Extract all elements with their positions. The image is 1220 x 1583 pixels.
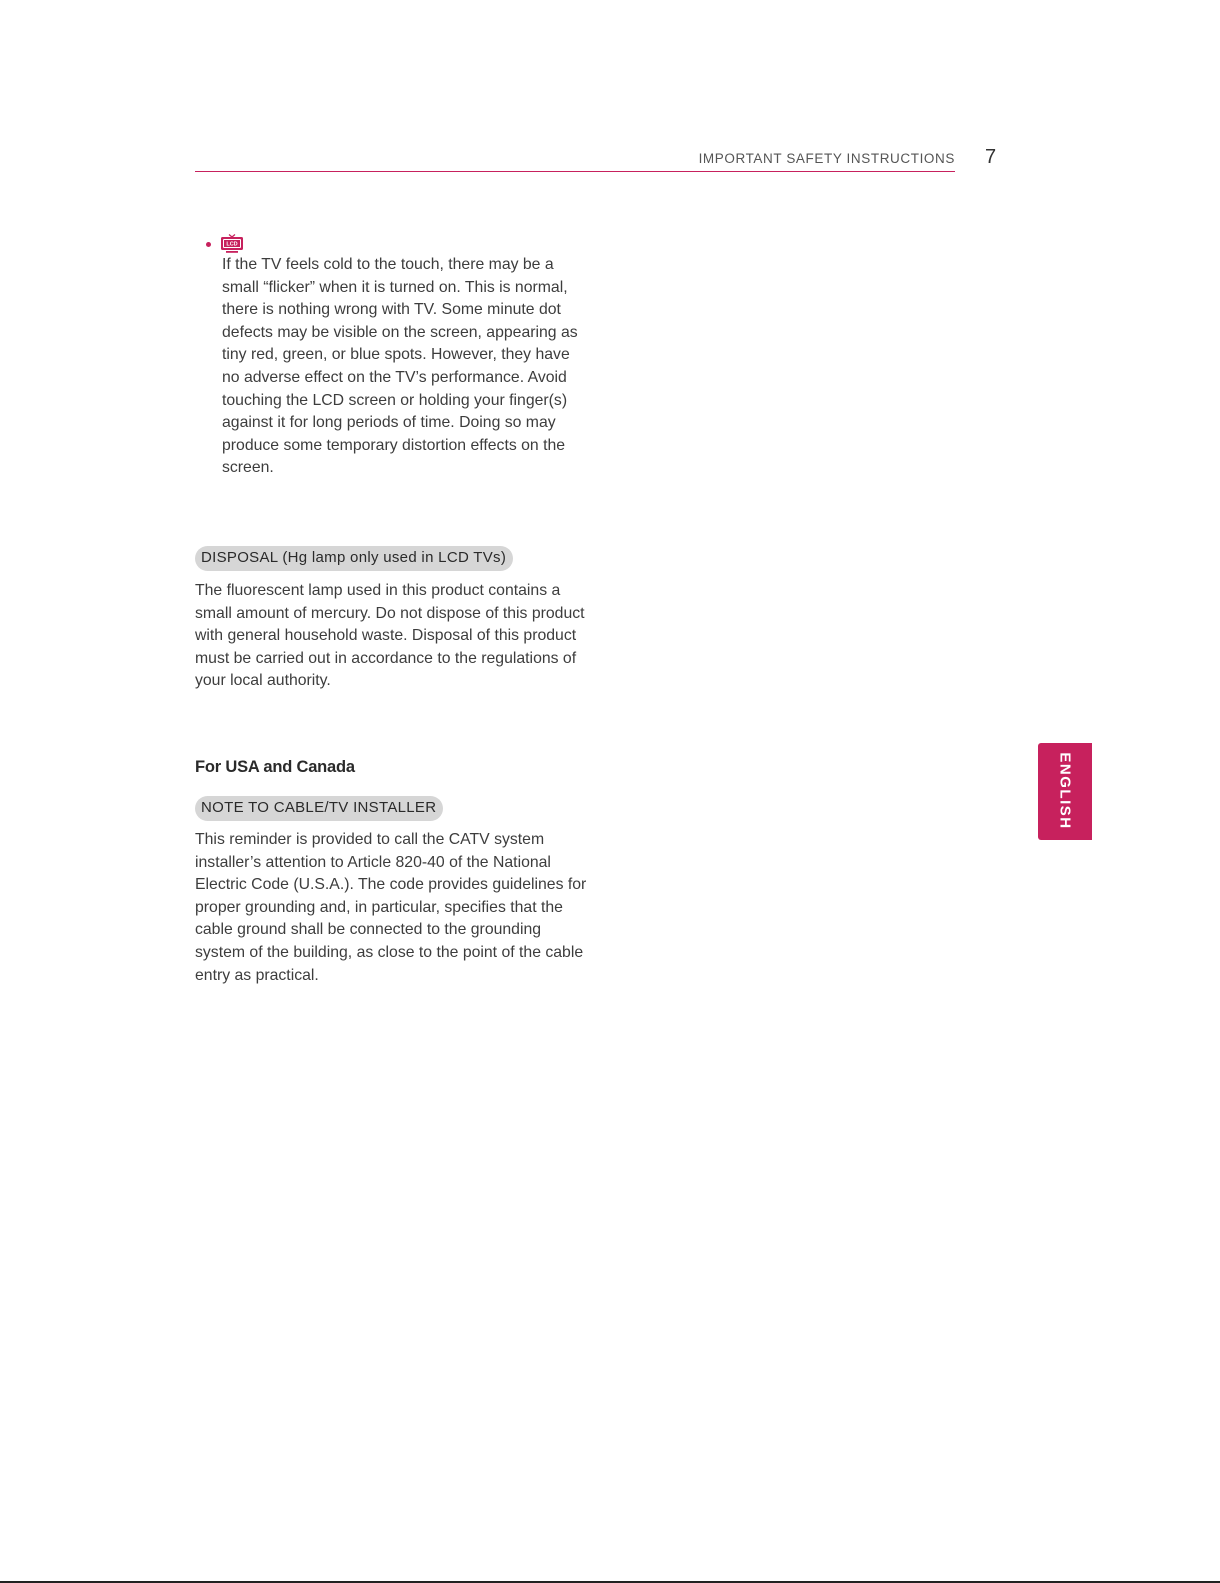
language-tab[interactable] <box>1038 743 1092 840</box>
cable-installer-text: This reminder is provided to call the CATV system installer’s attention to Article 820-40 of the National Electric Code (U.S.A.). The code provides guidelines for proper grounding and, in particular, specifies that the cable ground shall be connected to the grounding system of the building, as close to the point of the cable entry as practical. <box>195 831 587 984</box>
cable-installer-heading: NOTE TO CABLE/TV INSTALLER <box>195 796 443 821</box>
lcd-tv-icon <box>220 234 244 254</box>
usa-canada-heading: For USA and Canada <box>195 758 355 776</box>
bullet-icon <box>206 242 211 247</box>
disposal-heading: DISPOSAL (Hg lamp only used in LCD TVs) <box>195 546 513 571</box>
page-header <box>195 143 955 172</box>
language-tab-label: ENGLISH <box>1056 752 1074 830</box>
section-title: IMPORTANT SAFETY INSTRUCTIONS <box>698 151 955 166</box>
lcd-icon-label: LCD <box>226 241 238 248</box>
lcd-note-text: If the TV feels cold to the touch, there may be a small “flicker” when it is turned on. This is normal, there is nothing wrong with TV. Some minute dot defects may be visible on the screen, appearing as tiny red, green, or blue spots. However, they have no adverse effect on the TV’s performance. Avoid touching the LCD screen or holding your finger(s) against it for long periods of time. Doing so may produce some temporary distortion effects on the screen. <box>222 256 578 477</box>
page-number: 7 <box>985 146 997 168</box>
disposal-text: The fluorescent lamp used in this product contains a small amount of mercury. Do not dispose of this product with general household waste. Disposal of this product must be carried out in accordance to the regulations of your local authority. <box>195 582 585 690</box>
